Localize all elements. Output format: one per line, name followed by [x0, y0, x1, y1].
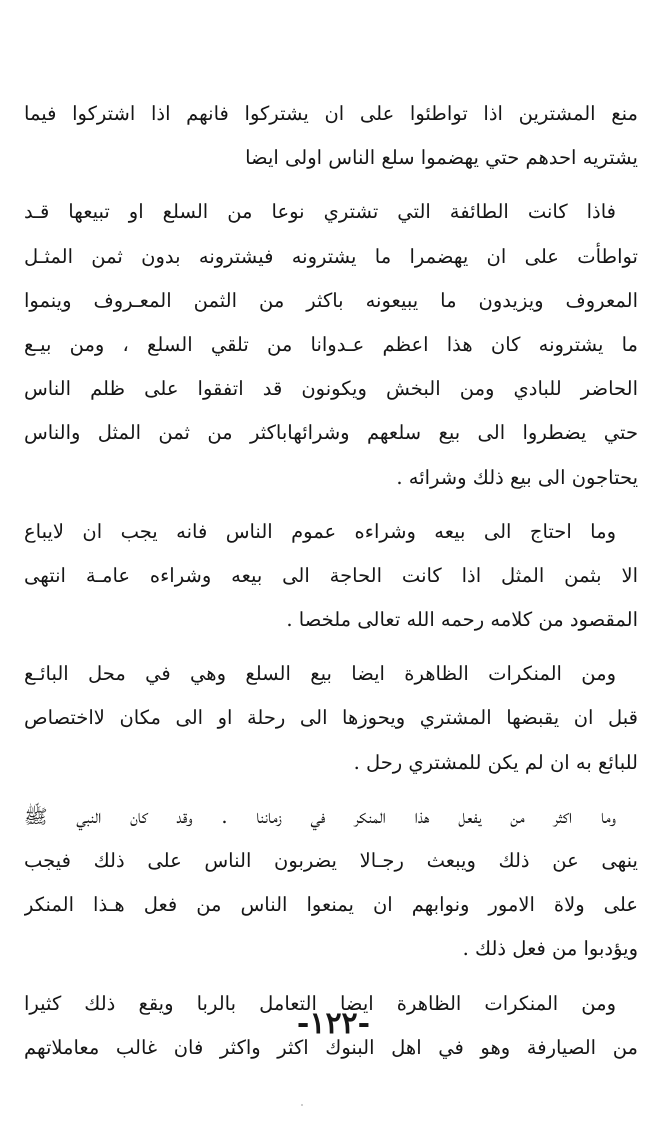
text-line: ويؤدبوا من فعل ذلك . [462, 937, 638, 961]
text-line: المعروف ويزيدون ما يبيعونه باكثر من الثمن المعـروف وينموا [24, 288, 638, 312]
text-line: ومن المنكرات الظاهرة ايضا التعامل بالربا ويقع ذلك كثيرا [24, 991, 616, 1015]
text-line: يشتريه احدهم حتي يهضموا سلع الناس اولى ايضا [245, 146, 638, 170]
text-line: فاذا كانت الطائفة التي تشتري نوعا من السلع او تبيعها قـد [24, 200, 616, 224]
text-line: وما احتاج الى بيعه وشراءه عموم الناس فانه يجب ان لايباع [24, 519, 616, 543]
text-line: على ولاة الامور ونوابهم ان يمنعوا الناس من فعل هـذا المنكر [24, 893, 638, 917]
text-line: ومن المنكرات الظاهرة ايضا بيع السلع وهي في محل البائـع [24, 662, 616, 686]
text-line: المقصود من كلامه رحمه الله تعالى ملخصا . [286, 608, 638, 632]
text-line: منع المشترين اذا تواطئوا على ان يشتركوا فانهم اذا اشتركوا فيما [24, 102, 638, 125]
body-text [24, 92, 638, 1070]
text-line: قبل ان يقبضها المشتري ويحوزها الى رحلة او الى مكان لااختصاص [24, 706, 638, 730]
text-line: وما اكثر من يفعل هذا المنكر في زماننا . وقد كان النبي ﷺ [24, 804, 616, 828]
text-line: تواطأت على ان يهضمرا ما يشترونه فيشترونه بدون ثمن المثـل [24, 244, 638, 268]
text-line: الحاضر للبادي ومن البخش ويكونون قد اتفقوا على ظلم الناس [24, 377, 638, 401]
text-line: من الصيارفة وهو في اهل البنوك اكثر واكثر فان غالب معاملاتهم [24, 1035, 638, 1059]
page-number: -١٢٢- [296, 1006, 371, 1041]
text-line: حتي يضطروا الى بيع سلعهم وشرائهاباكثر من ثمن المثل والناس [24, 421, 638, 445]
text-line: للبائع به ان لم يكن للمشتري رحل . [353, 750, 638, 774]
text-line: يحتاجون الى بيع ذلك وشرائه . [396, 465, 638, 489]
text-line: ينهى عن ذلك ويبعث رجـالا يضربون الناس على ذلك فيجب [24, 849, 638, 872]
text-line: ما يشترونه كان هذا اعظم عـدوانا من تلقي السلع ، ومن بيـع [24, 332, 638, 356]
scan-speck [301, 1104, 303, 1106]
text-line: الا بثمن المثل اذا كانت الحاجة الى بيعه وشراءه عامـة انتهى [24, 563, 638, 587]
